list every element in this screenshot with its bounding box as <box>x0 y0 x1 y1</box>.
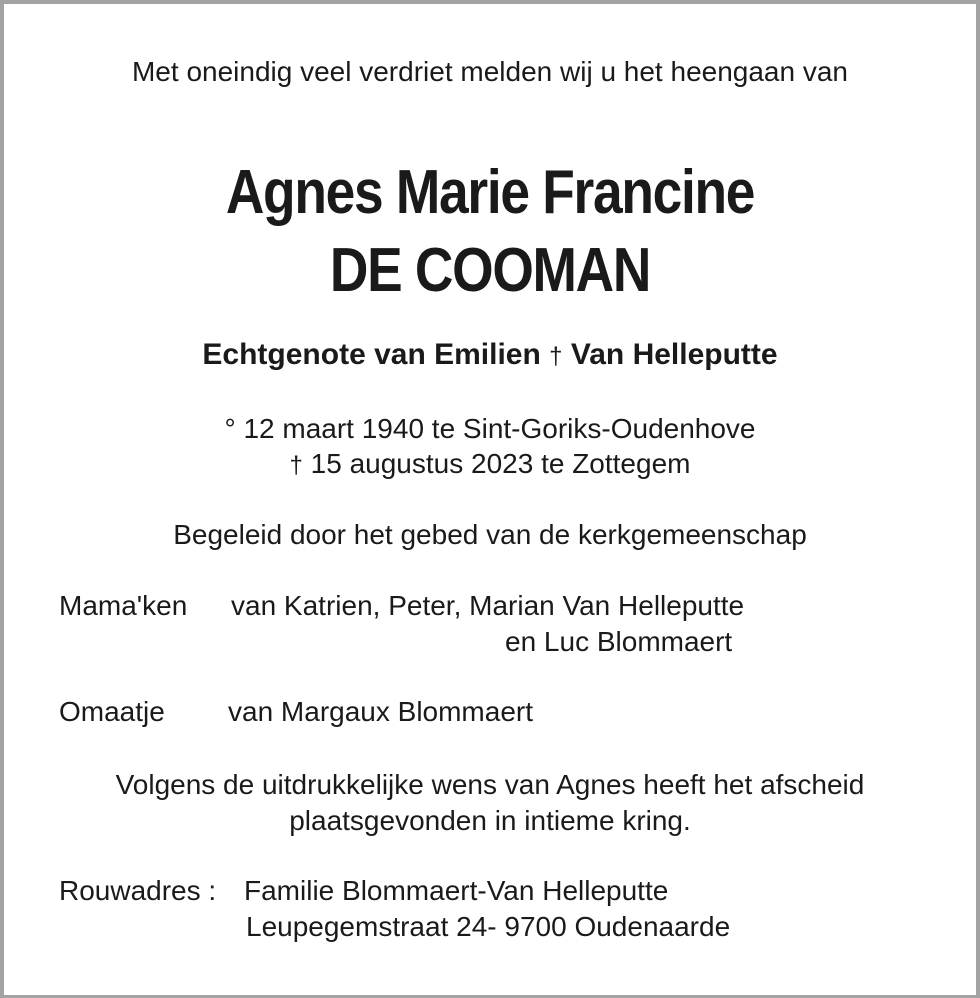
mamaken-children: van Katrien, Peter, Marian Van Helleputte <box>231 590 745 621</box>
spouse-prefix: Echtgenote van Emilien <box>202 338 541 371</box>
death-date: 15 augustus 2023 te Zottegem <box>310 448 691 479</box>
farewell-line1: Volgens de uitdrukkelijke wens van Agnes heeft het afscheid <box>115 769 865 800</box>
omaatje-label: Omaatje <box>59 696 165 727</box>
death-line <box>0 447 980 483</box>
deceased-surname: DE COOMAN <box>329 236 651 305</box>
cross-icon: † <box>549 343 563 370</box>
birth-symbol-icon: ° <box>224 413 236 444</box>
mamaken-label: Mama'ken <box>59 590 188 621</box>
omaatje-grandchild: van Margaux Blommaert <box>228 696 534 727</box>
spouse-line <box>0 337 980 375</box>
intro-text: Met oneindig veel verdriet melden wij u het heengaan van <box>131 56 848 87</box>
address-label: Rouwadres : <box>59 875 217 906</box>
spouse-surname: Van Helleputte <box>570 338 778 371</box>
birth-line <box>0 412 980 446</box>
church-text: Begeleid door het gebed van de kerkgemeenschap <box>173 519 807 550</box>
address-family: Familie Blommaert-Van Helleputte <box>244 875 669 906</box>
address-street: Leupegemstraat 24- 9700 Oudenaarde <box>246 911 731 942</box>
farewell-line2: plaatsgevonden in intieme kring. <box>289 805 691 836</box>
deceased-first-names: Agnes Marie Francine <box>225 158 755 227</box>
birth-date: 12 maart 1940 te Sint-Goriks-Oudenhove <box>243 413 756 444</box>
mamaken-children-cont: en Luc Blommaert <box>505 626 733 657</box>
cross-icon: † <box>289 452 303 479</box>
